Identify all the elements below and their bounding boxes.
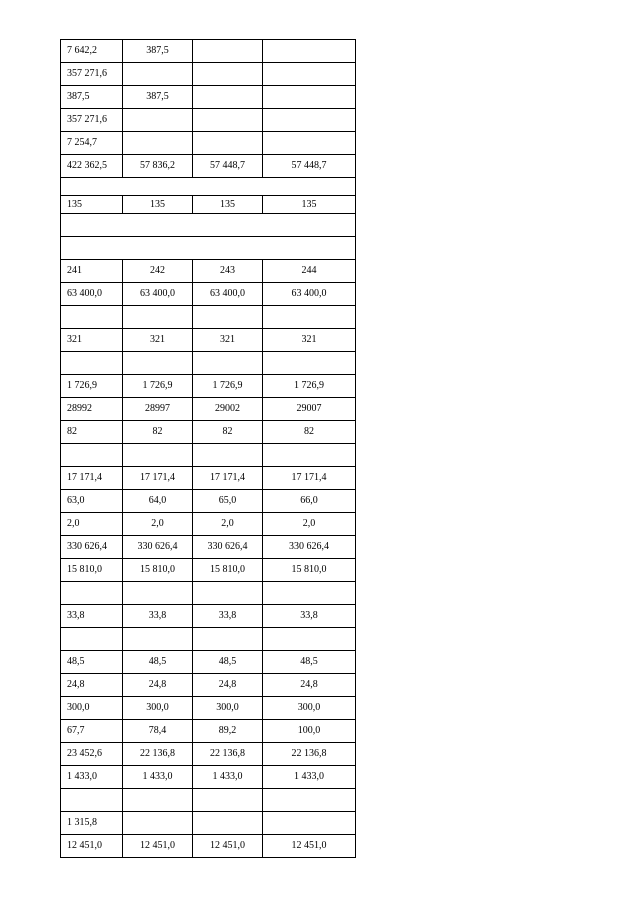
- table-row: [61, 329, 356, 352]
- table-cell: 63 400,0: [263, 283, 356, 306]
- table-row: [61, 237, 356, 260]
- table-cell: 357 271,6: [61, 109, 123, 132]
- table-cell: 330 626,4: [123, 536, 193, 559]
- table-cell: 12 451,0: [193, 835, 263, 858]
- table-cell: 7 254,7: [61, 132, 123, 155]
- table-cell: [193, 628, 263, 651]
- table-cell: 321: [61, 329, 123, 352]
- table-cell: 243: [193, 260, 263, 283]
- table-row: [61, 444, 356, 467]
- table-row: [61, 651, 356, 674]
- table-cell: [123, 132, 193, 155]
- table-row: [61, 214, 356, 237]
- table-cell: 17 171,4: [61, 467, 123, 490]
- table-cell: 135: [193, 196, 263, 214]
- table-cell: 387,5: [123, 86, 193, 109]
- table-row: [61, 513, 356, 536]
- table-cell: [123, 812, 193, 835]
- table-row: [61, 86, 356, 109]
- table-cell: 22 136,8: [263, 743, 356, 766]
- table-cell: 422 362,5: [61, 155, 123, 178]
- table-cell: [61, 582, 123, 605]
- table-cell: 48,5: [61, 651, 123, 674]
- table-cell: [263, 132, 356, 155]
- table-cell: 1 433,0: [263, 766, 356, 789]
- table-cell: [263, 40, 356, 63]
- table-cell: 17 171,4: [123, 467, 193, 490]
- table-cell: 63,0: [61, 490, 123, 513]
- table-body: [61, 40, 356, 858]
- table-cell: [263, 109, 356, 132]
- table-cell: [193, 86, 263, 109]
- table-cell: 300,0: [123, 697, 193, 720]
- table-cell: 12 451,0: [263, 835, 356, 858]
- table-cell: 17 171,4: [263, 467, 356, 490]
- table-cell: 357 271,6: [61, 63, 123, 86]
- table-cell: 135: [61, 196, 123, 214]
- table-cell: 22 136,8: [193, 743, 263, 766]
- table-cell: 12 451,0: [61, 835, 123, 858]
- table-cell: 57 836,2: [123, 155, 193, 178]
- table-cell: 1 726,9: [61, 375, 123, 398]
- table-cell: 300,0: [263, 697, 356, 720]
- table-cell: 244: [263, 260, 356, 283]
- table-cell: 24,8: [193, 674, 263, 697]
- table-cell: [193, 132, 263, 155]
- table-cell: [123, 582, 193, 605]
- table-row: [61, 559, 356, 582]
- table-cell: [263, 63, 356, 86]
- table-row: [61, 720, 356, 743]
- table-cell: 89,2: [193, 720, 263, 743]
- table-cell: [61, 306, 123, 329]
- table-cell: 1 433,0: [61, 766, 123, 789]
- table-cell: 24,8: [61, 674, 123, 697]
- data-table: [60, 39, 356, 858]
- table-cell: 66,0: [263, 490, 356, 513]
- table-cell: [61, 444, 123, 467]
- table-cell: 17 171,4: [193, 467, 263, 490]
- table-cell: 67,7: [61, 720, 123, 743]
- table-row: [61, 789, 356, 812]
- table-row: [61, 674, 356, 697]
- merged-blank-cell: [61, 178, 356, 196]
- table-cell: 15 810,0: [123, 559, 193, 582]
- table-row: [61, 352, 356, 375]
- table-cell: [61, 628, 123, 651]
- table-cell: 241: [61, 260, 123, 283]
- table-cell: [263, 789, 356, 812]
- table-cell: 82: [123, 421, 193, 444]
- table-cell: 2,0: [123, 513, 193, 536]
- table-cell: 48,5: [123, 651, 193, 674]
- table-cell: 23 452,6: [61, 743, 123, 766]
- table-cell: 2,0: [61, 513, 123, 536]
- table-row: [61, 812, 356, 835]
- table-cell: 300,0: [193, 697, 263, 720]
- table-cell: [263, 444, 356, 467]
- table-cell: 63 400,0: [123, 283, 193, 306]
- table-cell: 387,5: [123, 40, 193, 63]
- table-row: [61, 283, 356, 306]
- table-cell: [263, 306, 356, 329]
- data-sheet: [60, 39, 355, 858]
- table-cell: 28992: [61, 398, 123, 421]
- table-cell: 321: [263, 329, 356, 352]
- table-cell: 242: [123, 260, 193, 283]
- table-cell: [61, 352, 123, 375]
- table-row: [61, 582, 356, 605]
- table-row: [61, 132, 356, 155]
- table-row: [61, 536, 356, 559]
- table-cell: [123, 352, 193, 375]
- table-cell: 1 726,9: [123, 375, 193, 398]
- table-row: [61, 260, 356, 283]
- table-cell: 65,0: [193, 490, 263, 513]
- table-cell: 29007: [263, 398, 356, 421]
- table-cell: 12 451,0: [123, 835, 193, 858]
- table-cell: [123, 444, 193, 467]
- table-cell: [263, 86, 356, 109]
- table-cell: 48,5: [263, 651, 356, 674]
- table-cell: [123, 109, 193, 132]
- table-cell: 2,0: [193, 513, 263, 536]
- table-cell: [263, 352, 356, 375]
- table-cell: [123, 63, 193, 86]
- table-cell: 82: [61, 421, 123, 444]
- table-row: [61, 63, 356, 86]
- table-cell: 1 433,0: [123, 766, 193, 789]
- table-cell: [123, 628, 193, 651]
- table-row: [61, 490, 356, 513]
- table-cell: 57 448,7: [263, 155, 356, 178]
- table-cell: [193, 789, 263, 812]
- table-cell: 15 810,0: [61, 559, 123, 582]
- table-cell: [61, 789, 123, 812]
- table-row: [61, 628, 356, 651]
- table-cell: 15 810,0: [263, 559, 356, 582]
- table-cell: 300,0: [61, 697, 123, 720]
- table-cell: 33,8: [123, 605, 193, 628]
- table-cell: 1 433,0: [193, 766, 263, 789]
- table-cell: 82: [263, 421, 356, 444]
- table-cell: 64,0: [123, 490, 193, 513]
- table-cell: 24,8: [263, 674, 356, 697]
- table-cell: 387,5: [61, 86, 123, 109]
- table-cell: [263, 582, 356, 605]
- table-row: [61, 109, 356, 132]
- table-row: [61, 697, 356, 720]
- table-cell: 100,0: [263, 720, 356, 743]
- table-cell: [193, 109, 263, 132]
- table-cell: 82: [193, 421, 263, 444]
- table-cell: 22 136,8: [123, 743, 193, 766]
- table-cell: 135: [263, 196, 356, 214]
- table-row: [61, 766, 356, 789]
- table-cell: 78,4: [123, 720, 193, 743]
- table-cell: 330 626,4: [263, 536, 356, 559]
- table-row: [61, 398, 356, 421]
- table-cell: 33,8: [263, 605, 356, 628]
- table-cell: 15 810,0: [193, 559, 263, 582]
- table-cell: 1 726,9: [263, 375, 356, 398]
- table-cell: [123, 306, 193, 329]
- table-cell: 330 626,4: [193, 536, 263, 559]
- table-cell: 1 726,9: [193, 375, 263, 398]
- table-cell: 33,8: [61, 605, 123, 628]
- table-cell: 321: [123, 329, 193, 352]
- table-cell: [193, 63, 263, 86]
- table-cell: 2,0: [263, 513, 356, 536]
- merged-blank-cell: [61, 237, 356, 260]
- table-row: [61, 196, 356, 214]
- table-cell: 1 315,8: [61, 812, 123, 835]
- table-cell: 63 400,0: [193, 283, 263, 306]
- table-cell: 29002: [193, 398, 263, 421]
- merged-blank-cell: [61, 214, 356, 237]
- table-row: [61, 835, 356, 858]
- table-cell: [193, 582, 263, 605]
- table-row: [61, 421, 356, 444]
- table-cell: 33,8: [193, 605, 263, 628]
- table-cell: [193, 306, 263, 329]
- table-cell: 48,5: [193, 651, 263, 674]
- table-row: [61, 178, 356, 196]
- table-cell: [263, 628, 356, 651]
- table-cell: [263, 812, 356, 835]
- table-cell: [123, 789, 193, 812]
- table-cell: [193, 812, 263, 835]
- table-cell: 57 448,7: [193, 155, 263, 178]
- table-row: [61, 40, 356, 63]
- table-cell: 135: [123, 196, 193, 214]
- table-cell: [193, 40, 263, 63]
- table-row: [61, 743, 356, 766]
- table-cell: 24,8: [123, 674, 193, 697]
- table-cell: [193, 444, 263, 467]
- table-cell: [193, 352, 263, 375]
- table-cell: 63 400,0: [61, 283, 123, 306]
- table-cell: 7 642,2: [61, 40, 123, 63]
- table-row: [61, 306, 356, 329]
- table-row: [61, 375, 356, 398]
- table-row: [61, 605, 356, 628]
- table-cell: 28997: [123, 398, 193, 421]
- table-cell: 330 626,4: [61, 536, 123, 559]
- table-row: [61, 155, 356, 178]
- table-row: [61, 467, 356, 490]
- table-cell: 321: [193, 329, 263, 352]
